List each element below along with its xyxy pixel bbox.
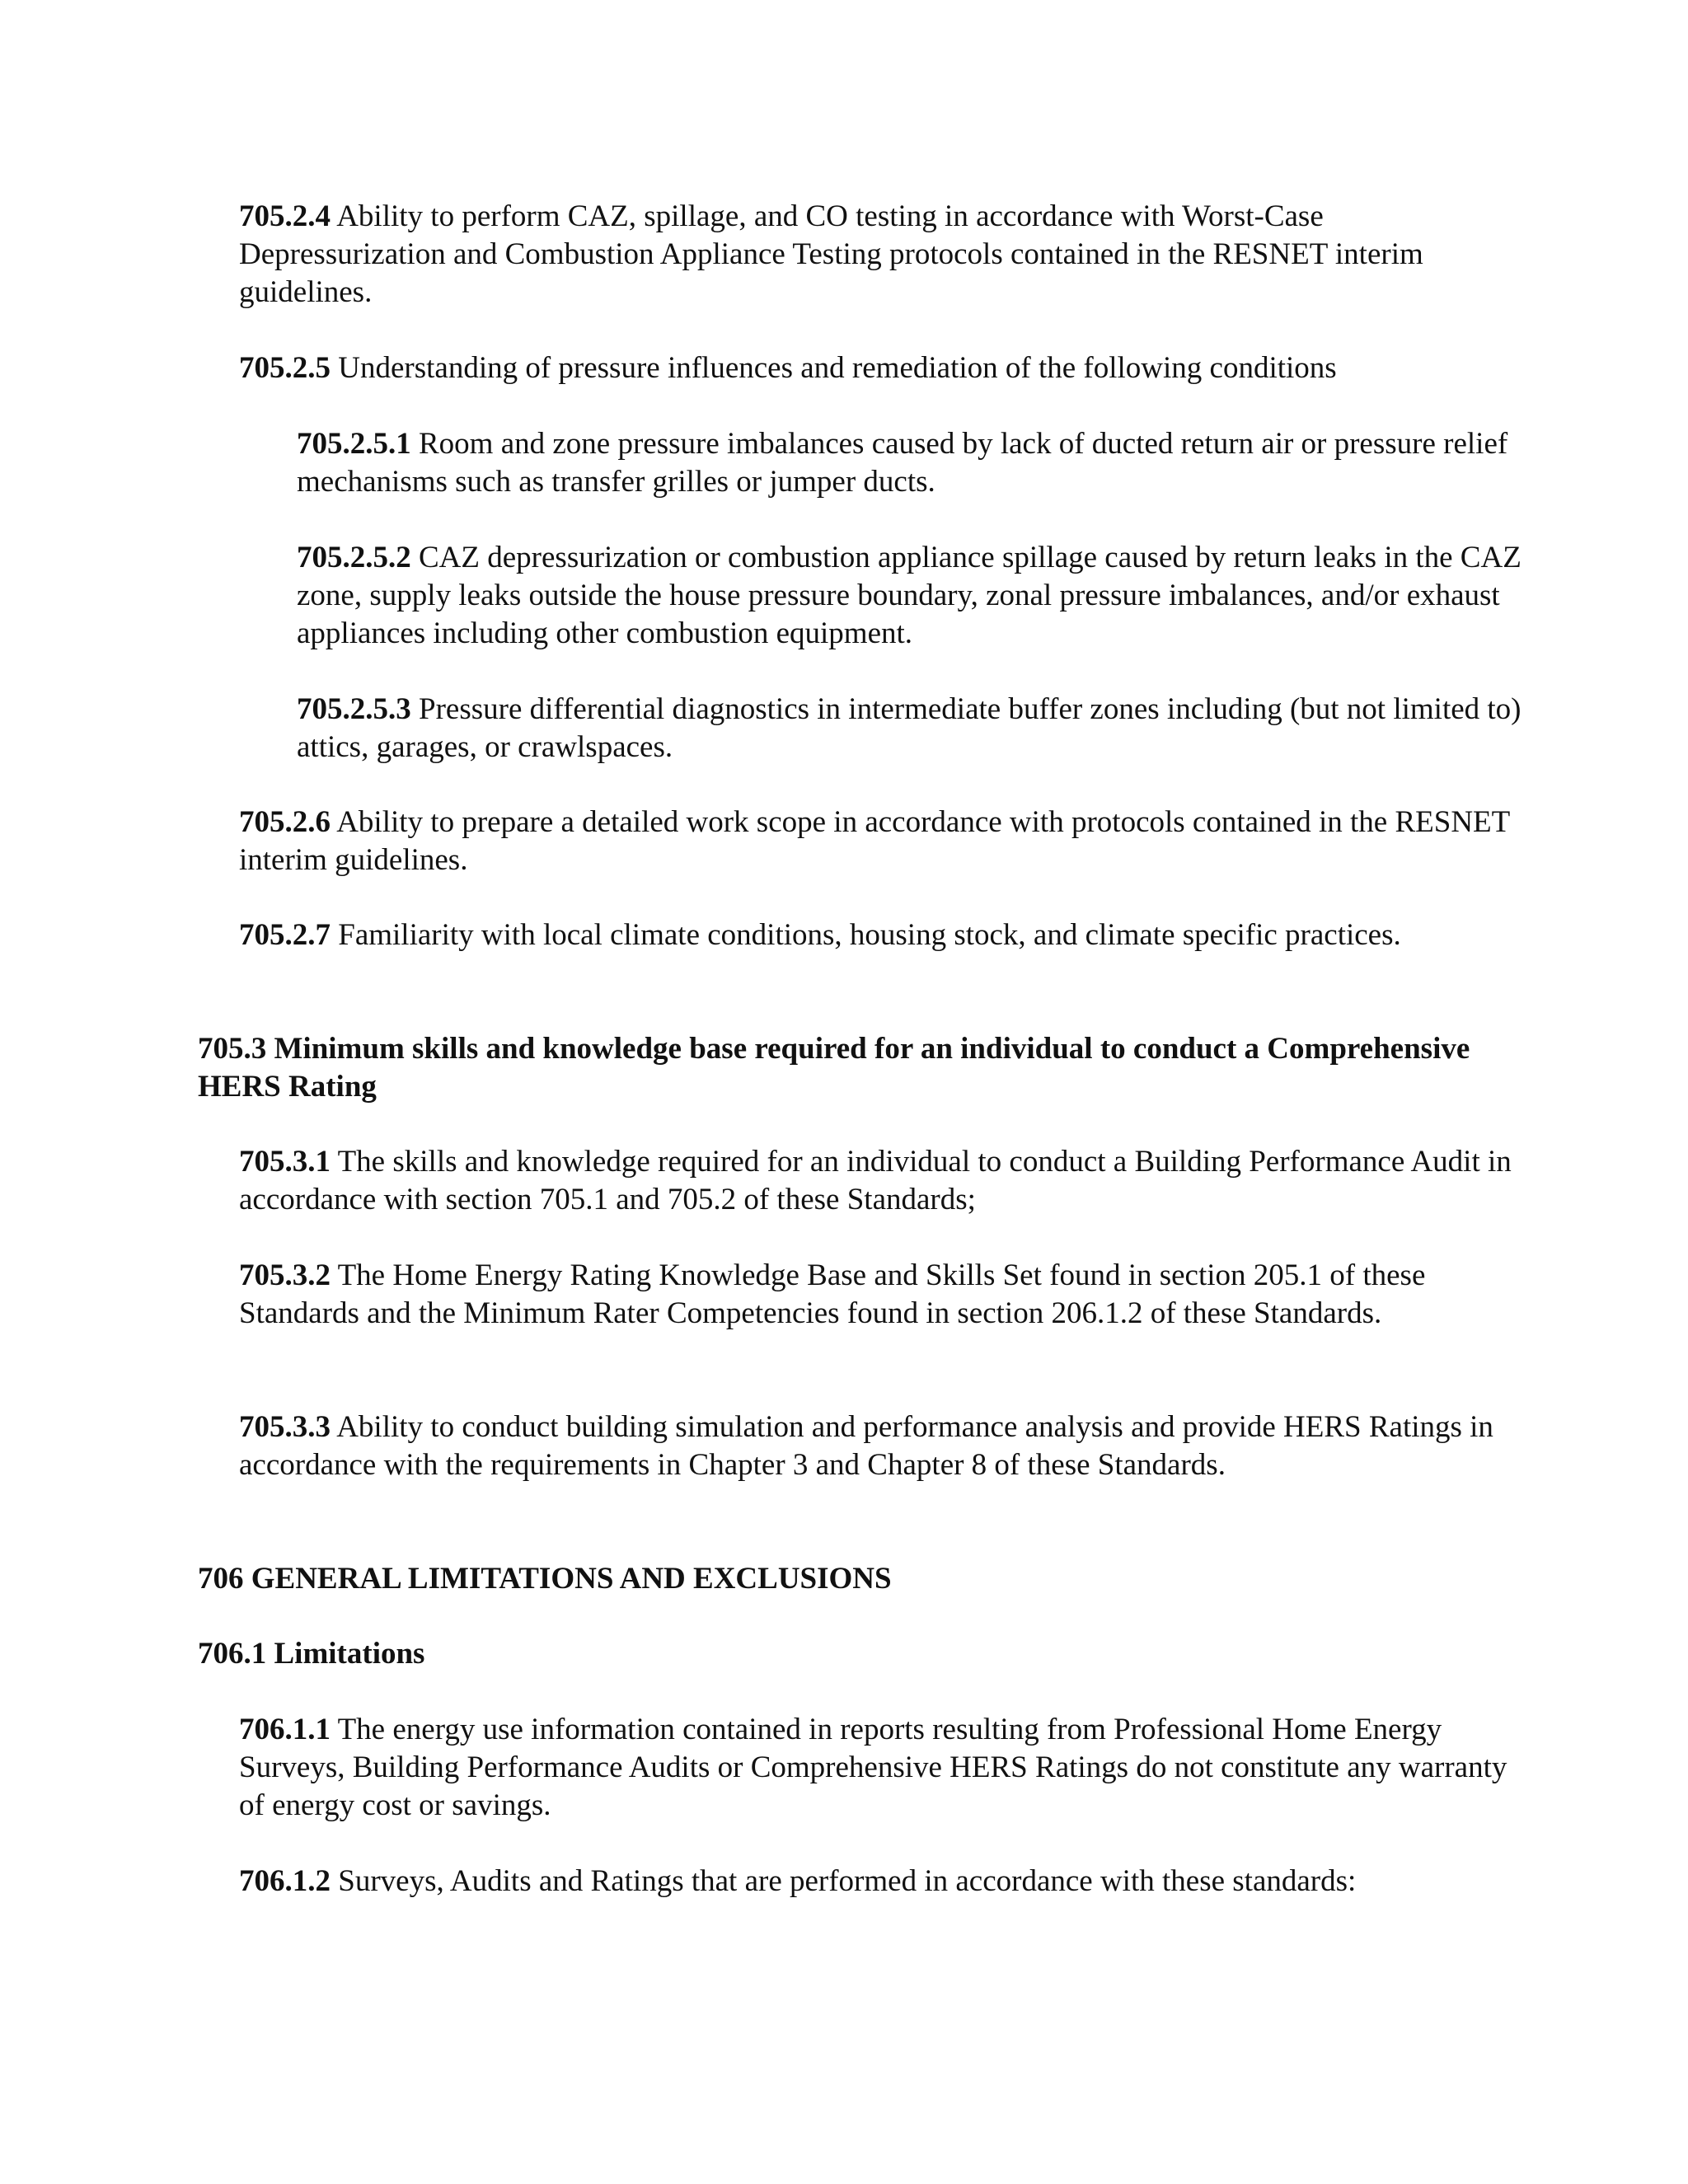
section-number: 705.3.3 xyxy=(239,1410,331,1444)
section-text: CAZ depressurization or combustion appliance spillage caused by return leaks in the CAZ zone, supply leaks outside the house pressure boundary, zonal pressure imbalances, and/or exhaust appliances including other combustion equipment. xyxy=(297,541,1522,650)
section-number: 706.1.2 xyxy=(239,1864,331,1898)
section-text: Surveys, Audits and Ratings that are performed in accordance with these standards: xyxy=(331,1864,1357,1898)
section-text: Ability to conduct building simulation and performance analysis and provide HERS Ratings in accordance with the requirements in Chapter 3 and Chapter 8 of these Standards. xyxy=(239,1410,1493,1482)
section-number: 705.2.4 xyxy=(239,199,331,233)
section-705-2-4 xyxy=(239,198,1525,312)
section-number: 705.2.5.1 xyxy=(297,427,411,461)
section-number: 705.2.5 xyxy=(239,351,331,385)
section-705-3-3 xyxy=(239,1408,1525,1484)
section-705-2-5-3 xyxy=(297,691,1525,766)
section-text: Familiarity with local climate conditions, housing stock, and climate specific practices. xyxy=(331,918,1401,952)
section-text: Ability to prepare a detailed work scope in accordance with protocols contained in the RESNET interim guidelines. xyxy=(239,805,1510,877)
section-number: 705.2.6 xyxy=(239,805,331,839)
section-number: 705.3.2 xyxy=(239,1258,331,1292)
section-705-2-7 xyxy=(239,916,1525,954)
section-text: Room and zone pressure imbalances caused by lack of ducted return air or pressure relief mechanisms such as transfer grilles or jumper ducts. xyxy=(297,427,1508,499)
section-text: The energy use information contained in reports resulting from Professional Home Energy Surveys, Building Performance Audits or Comprehensive HERS Ratings do not constitute any warranty of energy cost or savings. xyxy=(239,1713,1507,1822)
section-number: 705.2.5.2 xyxy=(297,541,411,574)
section-text: The Home Energy Rating Knowledge Base and Skills Set found in section 205.1 of these Standards and the Minimum Rater Competencies found in section 206.1.2 of these Standards. xyxy=(239,1258,1426,1330)
section-text: Pressure differential diagnostics in intermediate buffer zones including (but not limited to) attics, garages, or crawlspaces. xyxy=(297,692,1522,764)
section-705-3-2 xyxy=(239,1257,1525,1333)
section-706-1-2 xyxy=(239,1863,1525,1900)
section-number: 706.1.1 xyxy=(239,1713,331,1746)
section-text: Ability to perform CAZ, spillage, and CO testing in accordance with Worst-Case Depressurization and Combustion Appliance Testing protocols contained in the RESNET interim guidelines. xyxy=(239,199,1423,309)
section-705-2-5 xyxy=(239,349,1525,387)
section-number: 705.3.1 xyxy=(239,1145,331,1179)
section-text: Understanding of pressure influences and remediation of the following conditions xyxy=(331,351,1337,385)
section-705-2-6 xyxy=(239,804,1525,879)
heading-706: 706 GENERAL LIMITATIONS AND EXCLUSIONS xyxy=(198,1562,892,1596)
section-number: 705.2.7 xyxy=(239,918,331,952)
section-706-1-1 xyxy=(239,1711,1525,1825)
section-705-2-5-1 xyxy=(297,425,1525,501)
section-705-2-5-2 xyxy=(297,539,1525,653)
section-705-3-1 xyxy=(239,1143,1525,1219)
section-text: The skills and knowledge required for an individual to conduct a Building Performance Audit in accordance with section 705.1 and 705.2 of these Standards; xyxy=(239,1145,1512,1216)
heading-706-1: 706.1 Limitations xyxy=(198,1637,425,1671)
section-number: 705.2.5.3 xyxy=(297,692,411,726)
heading-705-3: 705.3 Minimum skills and knowledge base required for an individual to conduct a Comprehensive HERS Rating xyxy=(198,1032,1470,1104)
